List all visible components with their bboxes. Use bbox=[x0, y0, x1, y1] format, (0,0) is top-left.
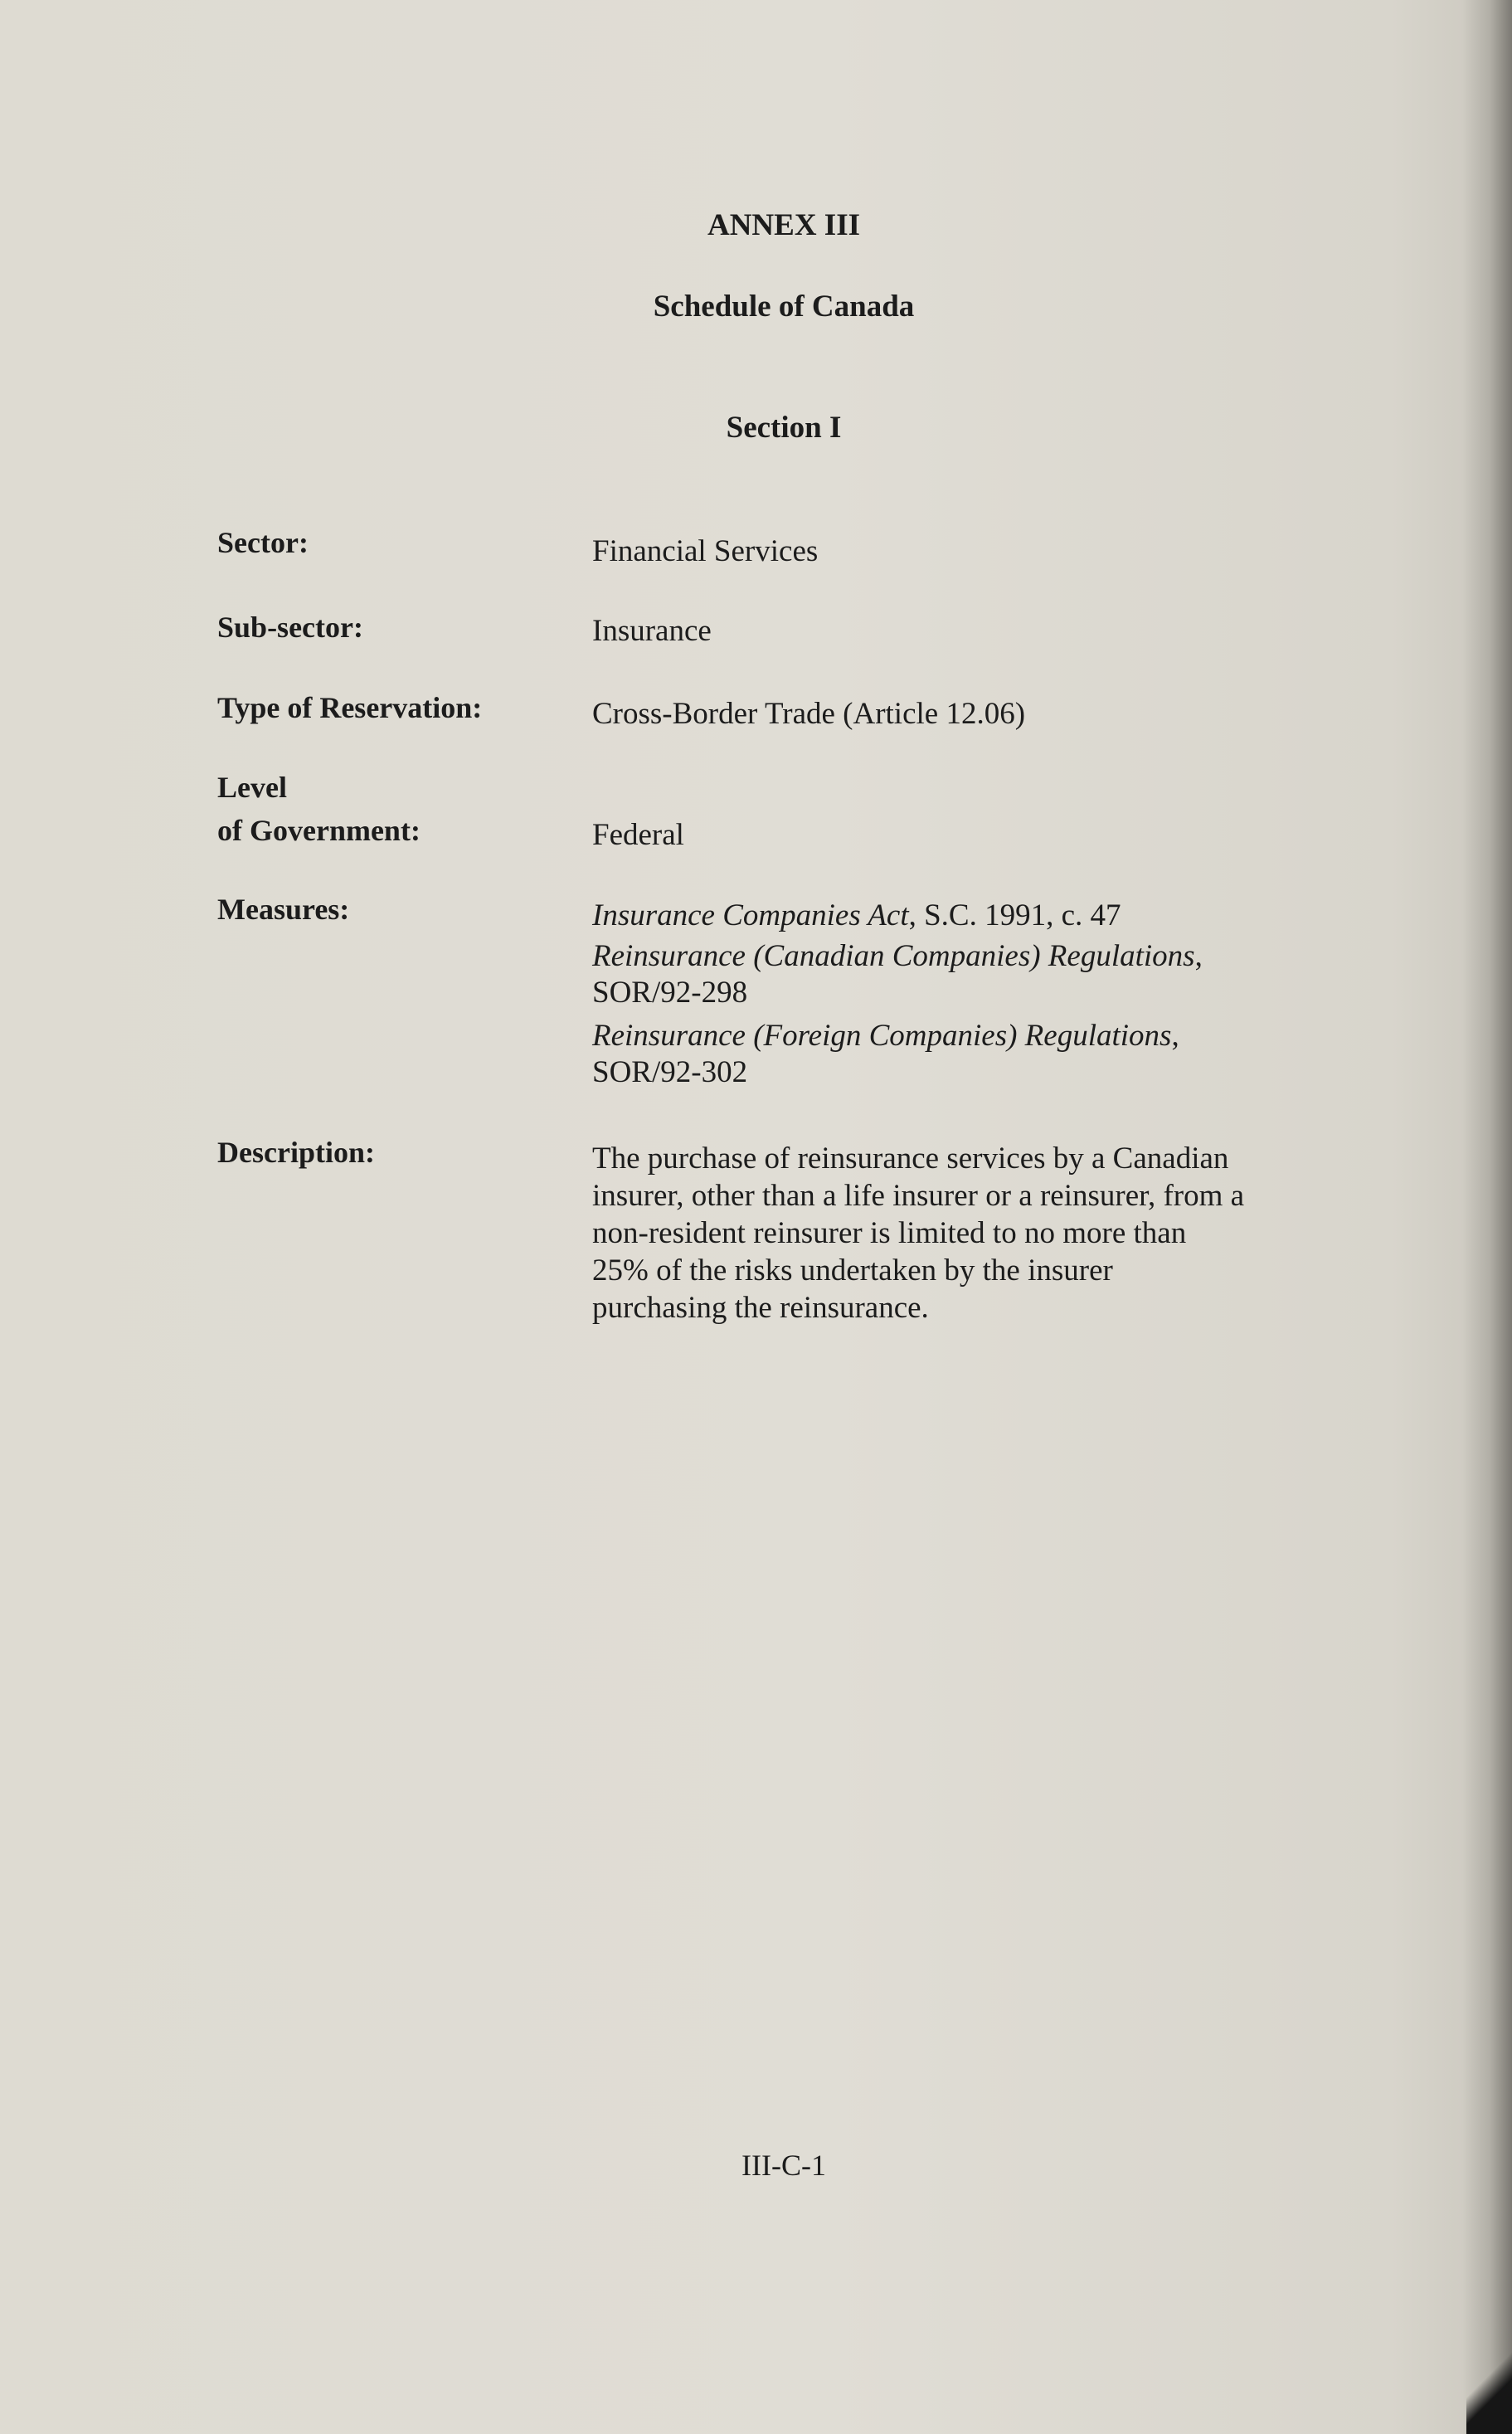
page-edge-shadow bbox=[1462, 0, 1512, 2434]
page-number: III-C-1 bbox=[741, 2149, 826, 2182]
subsector-label: Sub-sector: bbox=[217, 611, 363, 644]
reservation-type-value: Cross-Border Trade (Article 12.06) bbox=[592, 697, 1026, 731]
description-line: 25% of the risks undertaken by the insurer bbox=[592, 1254, 1113, 1288]
measure-citation: SOR/92-298 bbox=[592, 976, 748, 1010]
section-title: Section I bbox=[726, 411, 842, 445]
government-level-label-line2: of Government: bbox=[217, 814, 421, 847]
description-line: The purchase of reinsurance services by a Canadian bbox=[592, 1142, 1229, 1176]
measure-citation: SOR/92-302 bbox=[592, 1055, 748, 1089]
description-text bbox=[592, 1140, 1355, 1327]
measure-line bbox=[592, 937, 1203, 975]
measure-citation: , S.C. 1991, c. 47 bbox=[908, 898, 1121, 932]
description-label: Description: bbox=[217, 1136, 375, 1169]
measure-line bbox=[592, 1054, 747, 1091]
measure-line bbox=[592, 897, 1121, 934]
sector-label: Sector: bbox=[217, 526, 309, 559]
measure-citation: , bbox=[1194, 939, 1203, 973]
subsector-value: Insurance bbox=[592, 614, 712, 648]
page-corner-shadow bbox=[1466, 2343, 1512, 2434]
measure-line bbox=[592, 974, 747, 1011]
government-level-label-line1: Level bbox=[217, 771, 287, 804]
measure-title: Reinsurance (Canadian Companies) Regulations bbox=[592, 939, 1195, 973]
sector-value: Financial Services bbox=[592, 534, 819, 568]
reservation-type-label: Type of Reservation: bbox=[217, 691, 483, 724]
description-line: purchasing the reinsurance. bbox=[592, 1291, 929, 1325]
description-line: insurer, other than a life insurer or a reinsurer, from a bbox=[592, 1179, 1245, 1213]
measure-title: Insurance Companies Act bbox=[592, 898, 909, 932]
annex-title: ANNEX III bbox=[707, 208, 860, 242]
schedule-title: Schedule of Canada bbox=[653, 290, 915, 324]
government-level-value: Federal bbox=[592, 818, 684, 852]
measures-label: Measures: bbox=[217, 893, 350, 926]
measure-citation: , bbox=[1171, 1019, 1179, 1053]
measure-line bbox=[592, 1017, 1179, 1054]
description-line: non-resident reinsurer is limited to no more than bbox=[592, 1216, 1187, 1250]
measure-title: Reinsurance (Foreign Companies) Regulations bbox=[592, 1019, 1172, 1053]
